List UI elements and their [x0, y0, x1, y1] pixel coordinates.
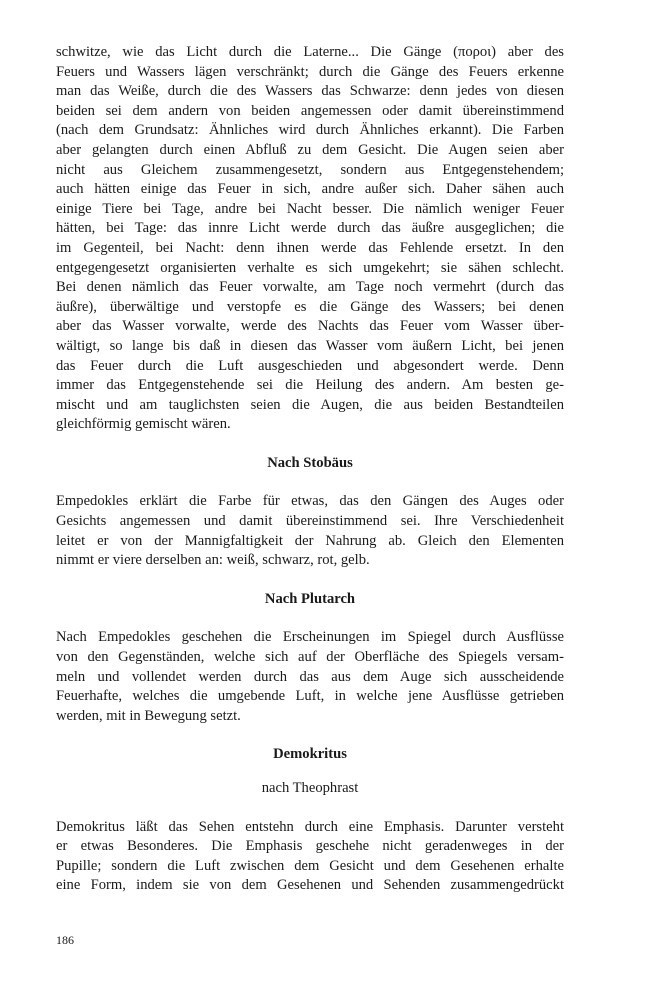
text-line: eine Form, indem sie von dem Gesehenen und Sehenden zusammengedrückt	[56, 877, 564, 894]
section-heading-demokritus: Demokritus	[273, 746, 347, 763]
text-line: Nach Empedokles geschehen die Erscheinungen im Spiegel durch Ausflüsse	[56, 629, 564, 646]
section-heading-plutarch: Nach Plutarch	[264, 590, 356, 607]
text-line: hätten, bei Tage: das innre Licht werde durch das äußre ausgeglichen; die	[56, 220, 564, 237]
text-line: gleichförmig gemischt wären.	[56, 416, 231, 433]
text-line: meln und vollendet werden durch das aus dem Auge sich ausscheidende	[56, 668, 564, 685]
text-line: Demokritus läßt das Sehen entstehn durch eine Emphasis. Darunter versteht	[56, 818, 564, 835]
paragraph-plutarch	[56, 628, 564, 726]
text-line: äußre), überwältige und verstopfe es die Gänge des Wassers; bei denen	[56, 298, 564, 315]
text-line: einige Tiere bei Tage, andre bei Nacht besser. Die nämlich weniger Feuer	[56, 200, 564, 217]
text-line: leitet er von der Mannigfaltigkeit der Nahrung ab. Gleich den Elementen	[56, 532, 564, 549]
text-line: Empedokles erklärt die Farbe für etwas, das den Gängen des Auges oder	[56, 493, 564, 510]
text-line: Pupille; sondern die Luft zwischen dem Gesicht und dem Gesehenen erhalte	[56, 857, 564, 874]
text-line: Feuers und Wassers lägen verschränkt; durch die Gänge des Feuers erkenne	[56, 63, 564, 80]
text-line: immer das Entgegenstehende sei die Heilung des andern. Am besten ge-	[56, 377, 564, 394]
section-heading-stobaeus: Nach Stobäus	[267, 454, 353, 471]
text-line: entgegengesetzt organisierten verhalte es sich umgekehrt; sie sähen schlecht.	[56, 259, 564, 276]
text-line: Gesichts angemessen und damit übereinstimmend sei. Ihre Verschiedenheit	[56, 513, 564, 530]
text-line: wältigt, so lange bis daß in diesen das Wasser vom äußern Licht, bei jenen	[56, 337, 564, 354]
text-line: aber das Wasser vorwalte, werde des Nachts das Feuer vom Wasser über-	[56, 318, 564, 335]
text-line: Bei denen nämlich das Feuer vorwalte, am Tage noch vermehrt (durch das	[56, 279, 564, 296]
text-line: nimmt er viere derselben an: weiß, schwarz, rot, gelb.	[56, 552, 370, 569]
text-line: er etwas Besonderes. Die Emphasis geschehe nicht geradenweges in der	[56, 838, 564, 855]
page-number: 186	[56, 933, 74, 947]
text-line: beiden sei dem andern von beiden angemessen oder damit übereinstimmend	[56, 102, 564, 119]
text-line: aber gelangten durch einen Abfluß zu dem Gesicht. Die Augen seien aber	[56, 141, 564, 158]
text-line: (nach dem Grundsatz: Ähnliches wird durch Ähnliches erkannt). Die Farben	[56, 122, 564, 139]
paragraph-empedokles-theophrast	[56, 43, 564, 435]
text-line: Feuerhafte, welches die umgebende Luft, in welche jene Ausflüsse getrieben	[56, 688, 564, 705]
text-line: mischt und am tauglichsten seien die Augen, die aus beiden Bestandteilen	[56, 396, 564, 413]
paragraph-stobaeus	[56, 492, 564, 570]
text-line: nicht aus Gleichem zusammengesetzt, sondern aus Entgegenstehendem;	[56, 161, 564, 178]
text-line: man das Weiße, durch die des Wassers das Schwarze: denn jedes von diesen	[56, 83, 564, 100]
text-line: im Gegenteil, bei Nacht: denn ihnen werde das Fehlende ersetzt. In den	[56, 239, 564, 256]
text-line: werden, mit in Bewegung setzt.	[56, 707, 241, 724]
text-line: von den Gegenständen, welche sich auf der Oberfläche des Spiegels versam-	[56, 649, 564, 666]
page-body	[56, 43, 564, 896]
section-subheading-theophrast: nach Theophrast	[261, 780, 359, 796]
text-line: auch hätten einige das Feuer in sich, andre außer sich. Daher sähen auch	[56, 181, 564, 198]
paragraph-demokritus	[56, 818, 564, 896]
text-line: schwitze, wie das Licht durch die Laterne... Die Gänge (πoροι) aber des	[56, 44, 564, 60]
text-line: das Feuer durch die Luft ausgeschieden und abgesondert werde. Denn	[56, 357, 564, 374]
